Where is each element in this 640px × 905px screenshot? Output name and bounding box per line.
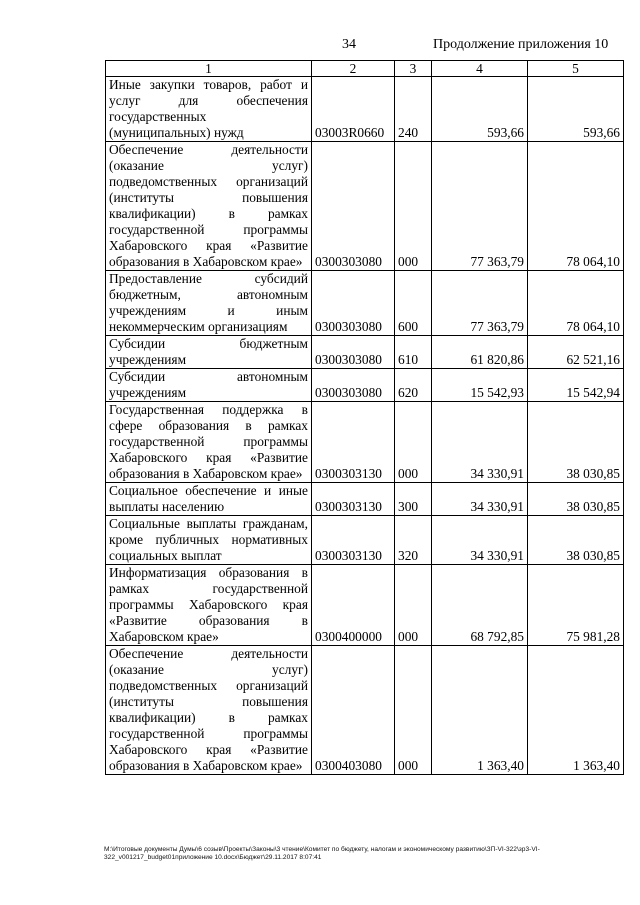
row-amount-year1: 68 792,85 <box>432 565 528 646</box>
row-amount-year2: 38 030,85 <box>528 483 624 516</box>
row-amount-year1: 61 820,86 <box>432 336 528 369</box>
row-amount-year1: 593,66 <box>432 77 528 142</box>
table-row <box>106 483 624 516</box>
row-expense-type: 000 <box>395 646 432 775</box>
row-expense-type: 000 <box>395 142 432 271</box>
row-amount-year1: 77 363,79 <box>432 142 528 271</box>
table-row <box>106 77 624 142</box>
row-amount-year2: 15 542,94 <box>528 369 624 402</box>
column-header: 4 <box>432 61 528 77</box>
row-target-code: 03003R0660 <box>312 77 395 142</box>
table-row <box>106 336 624 369</box>
row-expense-type: 620 <box>395 369 432 402</box>
page-number: 34 <box>342 37 356 52</box>
row-name: Государственная поддержка в сфере образования в рамках государственной программы Хабаровского края «Развитие образования в Хабаровском крае» <box>106 402 312 483</box>
row-expense-type: 610 <box>395 336 432 369</box>
row-expense-type: 000 <box>395 402 432 483</box>
row-amount-year1: 1 363,40 <box>432 646 528 775</box>
row-amount-year1: 34 330,91 <box>432 402 528 483</box>
row-expense-type: 300 <box>395 483 432 516</box>
row-target-code: 0300303080 <box>312 271 395 336</box>
row-target-code: 0300303080 <box>312 336 395 369</box>
column-header: 3 <box>395 61 432 77</box>
row-target-code: 0300400000 <box>312 565 395 646</box>
row-amount-year1: 34 330,91 <box>432 516 528 565</box>
table-row <box>106 516 624 565</box>
row-expense-type: 240 <box>395 77 432 142</box>
row-amount-year2: 38 030,85 <box>528 402 624 483</box>
row-expense-type: 000 <box>395 565 432 646</box>
row-amount-year2: 593,66 <box>528 77 624 142</box>
table-row <box>106 271 624 336</box>
row-name: Социальные выплаты гражданам, кроме публичных нормативных социальных выплат <box>106 516 312 565</box>
row-name: Субсидии бюджетным учреждениям <box>106 336 312 369</box>
row-expense-type: 600 <box>395 271 432 336</box>
column-header: 5 <box>528 61 624 77</box>
row-name: Иные закупки товаров, работ и услуг для обеспечения государственных (муниципальных) нужд <box>106 77 312 142</box>
table-row <box>106 142 624 271</box>
row-target-code: 0300303130 <box>312 516 395 565</box>
table-row <box>106 369 624 402</box>
row-name: Информатизация образования в рамках государственной программы Хабаровского края «Развитие образования в Хабаровском крае» <box>106 565 312 646</box>
row-name: Обеспечение деятельности (оказание услуг) подведомственных организаций (институты повышения квалификации) в рамках государственной программы Хабаровского края «Развитие образования в Хабаровском крае» <box>106 646 312 775</box>
row-target-code: 0300303130 <box>312 483 395 516</box>
row-name: Предоставление субсидий бюджетным, автономным учреждениям и иным некоммерческим организациям <box>106 271 312 336</box>
row-target-code: 0300403080 <box>312 646 395 775</box>
row-amount-year2: 1 363,40 <box>528 646 624 775</box>
row-amount-year1: 77 363,79 <box>432 271 528 336</box>
column-header: 2 <box>312 61 395 77</box>
budget-table <box>105 60 624 775</box>
row-target-code: 0300303080 <box>312 369 395 402</box>
row-amount-year1: 15 542,93 <box>432 369 528 402</box>
row-name: Социальное обеспечение и иные выплаты населению <box>106 483 312 516</box>
row-amount-year1: 34 330,91 <box>432 483 528 516</box>
document-file-path: M:\Итоговые документы Думы\6 созыв\Проекты\Законы\3 чтение\Комитет по бюджету, налогам и экономическому развитию\ЗП-VI-322\зр3-VI-322_v001217_budget01приложение 10.docx\Бюджет\29.11.2017 8:07:41 <box>104 846 540 862</box>
table-row <box>106 402 624 483</box>
row-name: Обеспечение деятельности (оказание услуг) подведомственных организаций (институты повышения квалификации) в рамках государственной программы Хабаровского края «Развитие образования в Хабаровском крае» <box>106 142 312 271</box>
row-expense-type: 320 <box>395 516 432 565</box>
appendix-continuation-title: Продолжение приложения 10 <box>433 37 609 52</box>
table-row <box>106 646 624 775</box>
row-amount-year2: 75 981,28 <box>528 565 624 646</box>
row-amount-year2: 78 064,10 <box>528 271 624 336</box>
row-amount-year2: 38 030,85 <box>528 516 624 565</box>
row-amount-year2: 78 064,10 <box>528 142 624 271</box>
table-row <box>106 565 624 646</box>
row-name: Субсидии автономным учреждениям <box>106 369 312 402</box>
table-header-row <box>106 61 624 77</box>
row-amount-year2: 62 521,16 <box>528 336 624 369</box>
column-header: 1 <box>106 61 312 77</box>
row-target-code: 0300303080 <box>312 142 395 271</box>
row-target-code: 0300303130 <box>312 402 395 483</box>
